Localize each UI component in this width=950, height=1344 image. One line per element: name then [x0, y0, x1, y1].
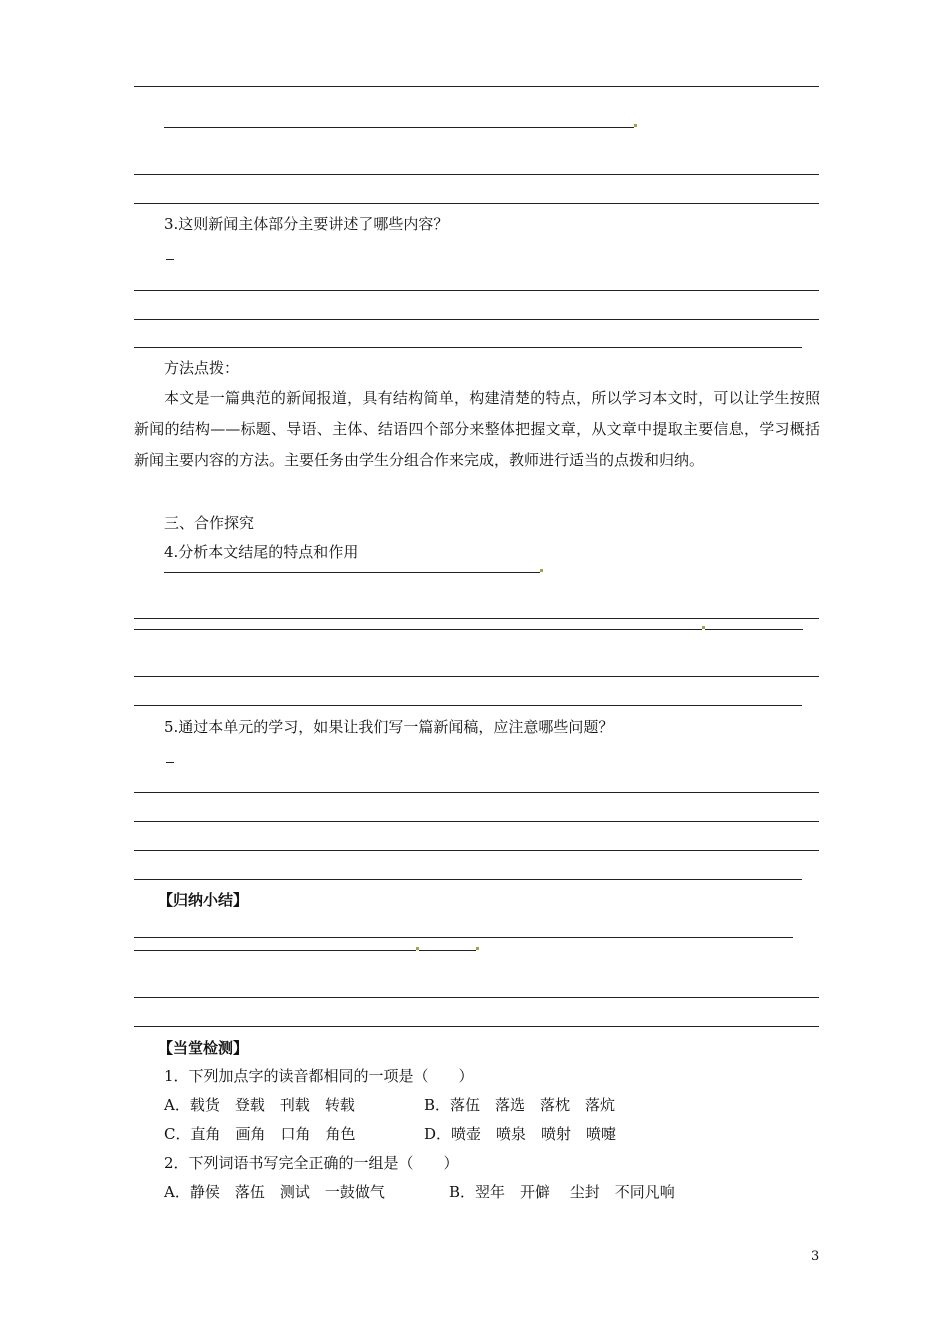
answer-line [134, 1026, 819, 1027]
answer-line [134, 676, 819, 677]
method-paragraph [134, 383, 820, 476]
test-question-2: 2．下列词语书写完全正确的一组是（ ） [164, 1154, 459, 1172]
answer-line [134, 347, 802, 348]
answer-line [164, 127, 634, 128]
page-number: 3 [811, 1249, 820, 1264]
question-4: 4.分析本文结尾的特点和作用 [164, 543, 359, 561]
answer-line [134, 629, 702, 630]
test-question-1: 1．下列加点字的读音都相同的一项是（ ） [164, 1067, 474, 1085]
section-title: 三、合作探究 [164, 514, 255, 532]
marker-dot [634, 124, 637, 127]
answer-line [134, 950, 416, 951]
summary-heading: 【归纳小结】 [158, 891, 249, 909]
answer-dash [166, 762, 174, 763]
test-q1-option-a: A．载货 登载 刊载 转载 [164, 1096, 355, 1114]
answer-line [134, 203, 819, 204]
answer-line [134, 705, 802, 706]
answer-line [134, 879, 802, 880]
marker-dot [540, 569, 543, 572]
answer-line [134, 821, 819, 822]
test-heading: 【当堂检测】 [158, 1039, 249, 1057]
answer-line [705, 629, 803, 630]
answer-line [134, 319, 819, 320]
answer-line [134, 290, 819, 291]
answer-line [134, 792, 819, 793]
answer-line [419, 950, 476, 951]
answer-line [134, 618, 819, 619]
method-title: 方法点拨： [164, 359, 240, 377]
question-3: 3.这则新闻主体部分主要讲述了哪些内容？ [164, 215, 449, 233]
question-5: 5.通过本单元的学习，如果让我们写一篇新闻稿，应注意哪些问题？ [164, 718, 614, 736]
answer-line [134, 937, 793, 938]
answer-line [134, 174, 819, 175]
answer-line [164, 572, 540, 573]
answer-line [134, 86, 819, 87]
test-q2-option-a: A．静侯 落伍 测试 一鼓做气 [164, 1183, 385, 1201]
method-text: 本文是一篇典范的新闻报道，具有结构简单，构建清楚的特点，所以学习本文时，可以让学生按照新闻的结构——标题、导语、主体、结语四个部分来整体把握文章，从文章中提取主要信息，学习概括新闻主要内容的方法。主要任务由学生分组合作来完成，教师进行适当的点拨和归纳。 [134, 389, 820, 469]
answer-line [134, 850, 819, 851]
test-q1-option-c: C．直角 画角 口角 角色 [164, 1125, 356, 1143]
marker-dot [476, 947, 479, 950]
answer-line [134, 997, 819, 998]
test-q2-option-b: B．翌年 开僻 尘封 不同凡响 [449, 1183, 675, 1201]
answer-dash [166, 259, 174, 260]
test-q1-option-b: B．落伍 落选 落枕 落炕 [424, 1096, 616, 1114]
test-q1-option-d: D．喷壶 喷泉 喷射 喷嚏 [424, 1125, 617, 1143]
